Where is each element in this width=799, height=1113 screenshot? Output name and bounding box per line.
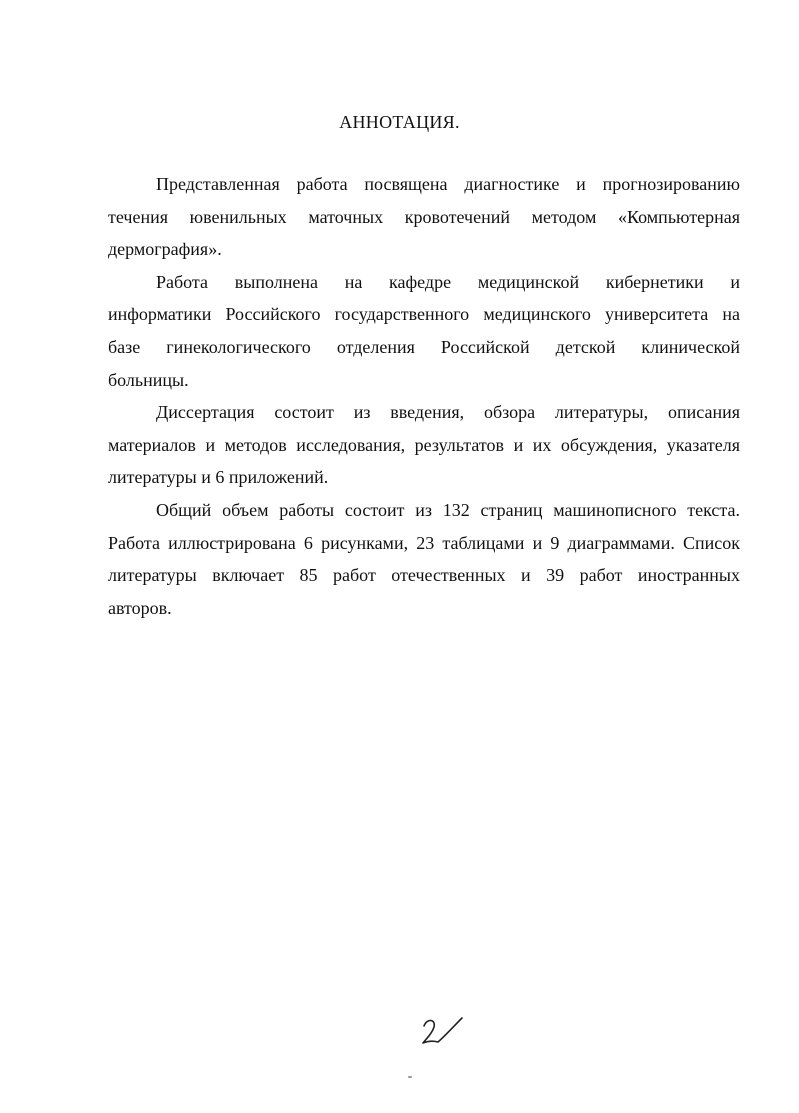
- text-line: литературы включает 85 работ отечественных и 39 работ иностранных: [108, 565, 740, 586]
- text-line: Работа иллюстрирована 6 рисунками, 23 таблицами и 9 диаграммами. Список: [108, 532, 740, 553]
- handwritten-page-number: [418, 1012, 466, 1052]
- text-line: литературы и 6 приложений.: [108, 467, 329, 488]
- text-line: информатики Российского государственного медицинского университета на: [108, 304, 740, 325]
- text-line: течения ювенильных маточных кровотечений методом «Компьютерная: [108, 206, 740, 227]
- text-line: базе гинекологического отделения Российской детской клинической: [108, 336, 740, 357]
- paragraph-volume: [108, 494, 740, 624]
- text-line: материалов и методов исследования, результатов и их обсуждения, указателя: [108, 434, 740, 455]
- text-line: Работа выполнена на кафедре медицинской кибернетики и: [156, 271, 740, 292]
- paragraph-structure: [108, 396, 740, 494]
- document-body: [108, 168, 740, 624]
- paragraph-affiliation: [108, 266, 740, 396]
- text-line: авторов.: [108, 597, 172, 618]
- text-line: Представленная работа посвящена диагностике и прогнозированию: [156, 174, 740, 194]
- text-line: Диссертация состоит из введения, обзора литературы, описания: [156, 402, 740, 423]
- text-line: Общий объем работы состоит из 132 страниц машинописного текста.: [156, 499, 740, 520]
- scan-speck: [408, 1076, 412, 1078]
- text-line: дермография».: [108, 239, 222, 260]
- text-line: больницы.: [108, 369, 189, 390]
- paragraph-topic: [108, 168, 740, 266]
- document-title: АННОТАЦИЯ.: [339, 112, 460, 132]
